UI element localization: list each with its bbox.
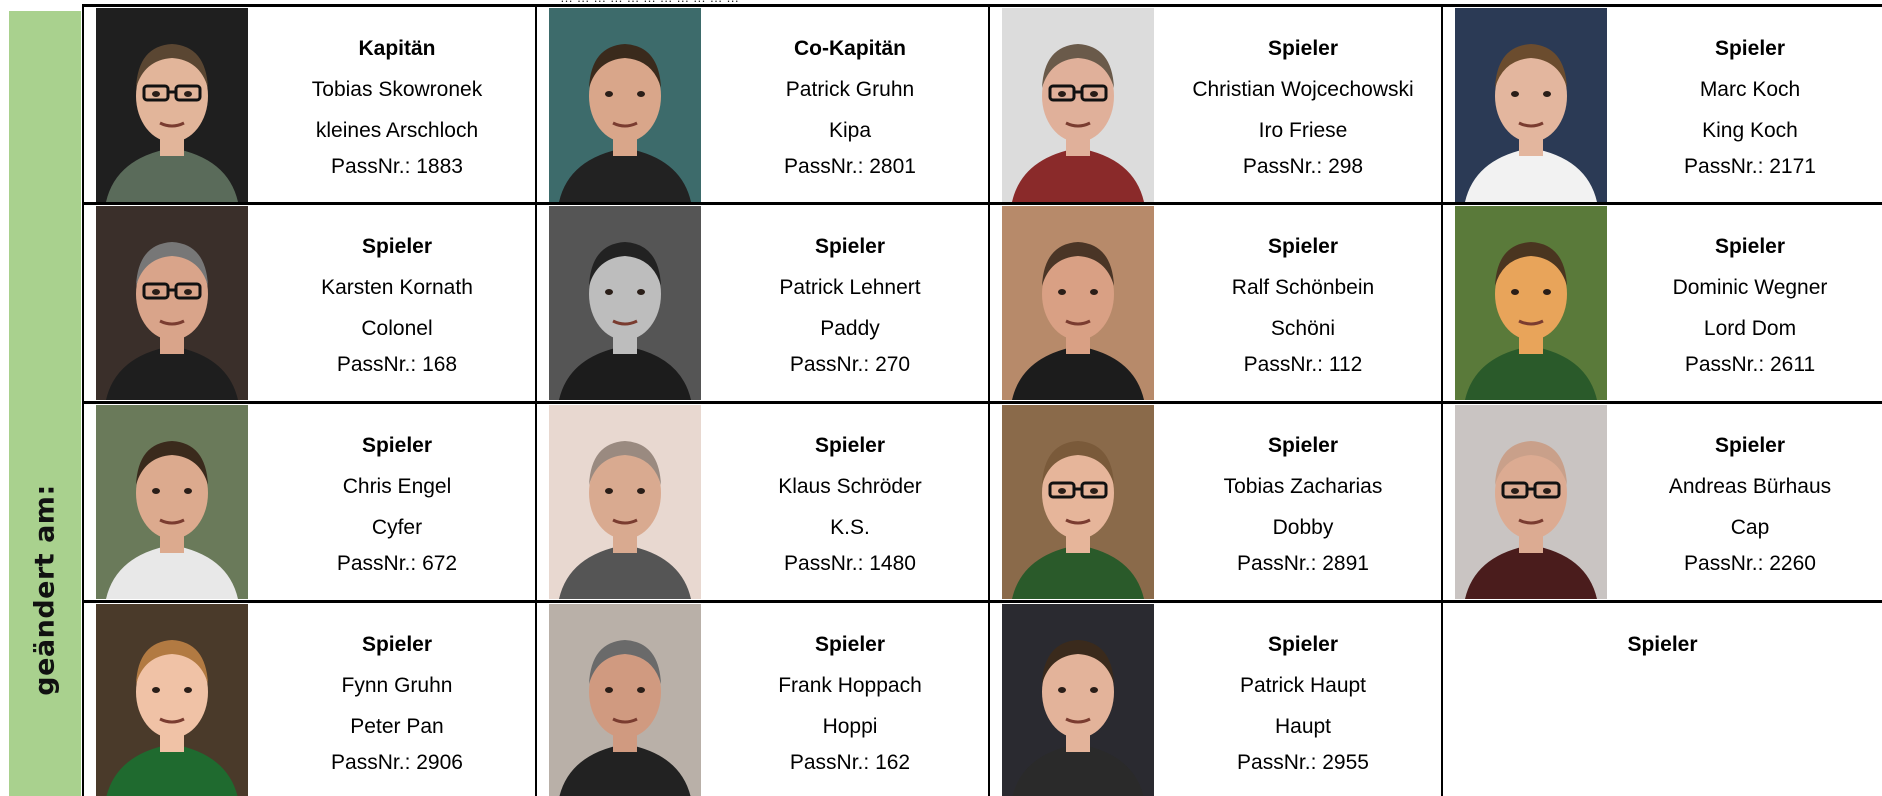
player-name: Marc Koch (1699, 78, 1801, 101)
player-nickname: Lord Dom (1703, 317, 1797, 340)
player-nickname: Cyfer (371, 516, 423, 539)
player-pass-number: PassNr.: 298 (1242, 155, 1364, 178)
player-role: Spieler (1714, 37, 1786, 60)
player-photo (1002, 405, 1154, 599)
player-card (535, 401, 988, 600)
player-nickname: Schöni (1270, 317, 1336, 340)
player-photo (549, 8, 701, 202)
player-card (535, 600, 988, 796)
player-photo (549, 206, 701, 400)
player-pass-number: PassNr.: 168 (336, 353, 458, 376)
player-photo (1002, 8, 1154, 202)
player-role: Spieler (361, 434, 433, 457)
player-nickname: Iro Friese (1258, 119, 1348, 142)
player-card (988, 600, 1441, 796)
player-photo (549, 604, 701, 796)
player-role: Spieler (1267, 37, 1339, 60)
player-nickname: Hoppi (822, 715, 878, 738)
player-info (259, 603, 535, 796)
player-pass-number: PassNr.: 2611 (1684, 353, 1816, 376)
player-info (1443, 603, 1882, 796)
player-name: Ralf Schönbein (1231, 276, 1375, 299)
player-photo (1002, 604, 1154, 796)
player-card (535, 202, 988, 401)
player-pass-number: PassNr.: 672 (336, 552, 458, 575)
player-name: Klaus Schröder (778, 475, 922, 498)
player-pass-number: PassNr.: 1480 (784, 552, 916, 575)
side-label: geändert am: (29, 484, 61, 696)
player-pass-number: PassNr.: 2955 (1237, 751, 1369, 774)
player-info (1165, 603, 1441, 796)
player-role: Spieler (361, 235, 433, 258)
player-pass-number: PassNr.: 162 (789, 751, 911, 774)
player-nickname: Haupt (1274, 715, 1332, 738)
player-card (82, 202, 535, 401)
player-role: Spieler (814, 235, 886, 258)
player-card (535, 4, 988, 202)
player-pass-number: PassNr.: 2801 (784, 155, 916, 178)
player-pass-number: PassNr.: 2260 (1684, 552, 1816, 575)
player-name: Patrick Haupt (1239, 674, 1367, 697)
player-pass-number: PassNr.: 112 (1243, 353, 1363, 376)
player-nickname: King Koch (1702, 119, 1798, 142)
player-role: Spieler (1714, 434, 1786, 457)
player-nickname: Dobby (1272, 516, 1334, 539)
player-info (1165, 7, 1441, 202)
player-photo (1455, 405, 1607, 599)
player-role: Spieler (1267, 235, 1339, 258)
player-photo (549, 405, 701, 599)
player-name: Patrick Gruhn (785, 78, 915, 101)
player-role: Spieler (361, 633, 433, 656)
player-name: Karsten Kornath (321, 276, 473, 299)
player-card (82, 401, 535, 600)
player-photo (1002, 206, 1154, 400)
player-photo (96, 206, 248, 400)
player-info (1618, 404, 1882, 600)
player-pass-number: PassNr.: 270 (789, 353, 911, 376)
player-role: Spieler (1714, 235, 1786, 258)
player-pass-number: PassNr.: 1883 (331, 155, 463, 178)
player-name: Frank Hoppach (778, 674, 922, 697)
player-role: Spieler (1267, 633, 1339, 656)
player-pass-number: PassNr.: 2171 (1684, 155, 1816, 178)
player-info (1618, 7, 1882, 202)
player-info (1618, 205, 1882, 401)
player-info (259, 7, 535, 202)
player-nickname: Colonel (361, 317, 433, 340)
player-role: Kapitän (358, 37, 436, 60)
player-card (82, 600, 535, 796)
player-pass-number: PassNr.: 2891 (1237, 552, 1369, 575)
player-nickname: Peter Pan (350, 715, 444, 738)
player-info (712, 603, 988, 796)
player-name: Andreas Bürhaus (1668, 475, 1832, 498)
player-nickname: K.S. (830, 516, 870, 539)
player-nickname: Kipa (828, 119, 872, 142)
player-pass-number: PassNr.: 2906 (331, 751, 463, 774)
player-grid (82, 4, 1882, 796)
player-info (1165, 205, 1441, 401)
player-info (259, 404, 535, 600)
player-card (1441, 401, 1882, 600)
player-photo (96, 604, 248, 796)
player-card (1441, 600, 1882, 796)
player-nickname: Cap (1730, 516, 1770, 539)
player-info (712, 7, 988, 202)
player-name: Patrick Lehnert (779, 276, 921, 299)
player-name: Tobias Zacharias (1223, 475, 1383, 498)
player-card (82, 4, 535, 202)
player-name: Tobias Skowronek (311, 78, 483, 101)
player-info (259, 205, 535, 401)
player-role: Spieler (814, 633, 886, 656)
player-info (712, 404, 988, 600)
player-nickname: Paddy (820, 317, 880, 340)
player-role: Spieler (814, 434, 886, 457)
player-name: Chris Engel (342, 475, 452, 498)
player-card (988, 401, 1441, 600)
player-card (1441, 202, 1882, 401)
player-card (1441, 4, 1882, 202)
player-role: Co-Kapitän (794, 37, 906, 60)
player-photo (96, 8, 248, 202)
player-name: Fynn Gruhn (341, 674, 453, 697)
player-photo (1455, 8, 1607, 202)
player-photo (1455, 206, 1607, 400)
player-name: Christian Wojcechowski (1192, 78, 1414, 101)
player-card (988, 202, 1441, 401)
player-role: Spieler (1267, 434, 1339, 457)
player-photo (96, 405, 248, 599)
player-role: Spieler (1627, 633, 1698, 656)
player-name: Dominic Wegner (1672, 276, 1828, 299)
player-info (712, 205, 988, 401)
player-nickname: kleines Arschloch (315, 119, 479, 142)
player-card (988, 4, 1441, 202)
player-info (1165, 404, 1441, 600)
